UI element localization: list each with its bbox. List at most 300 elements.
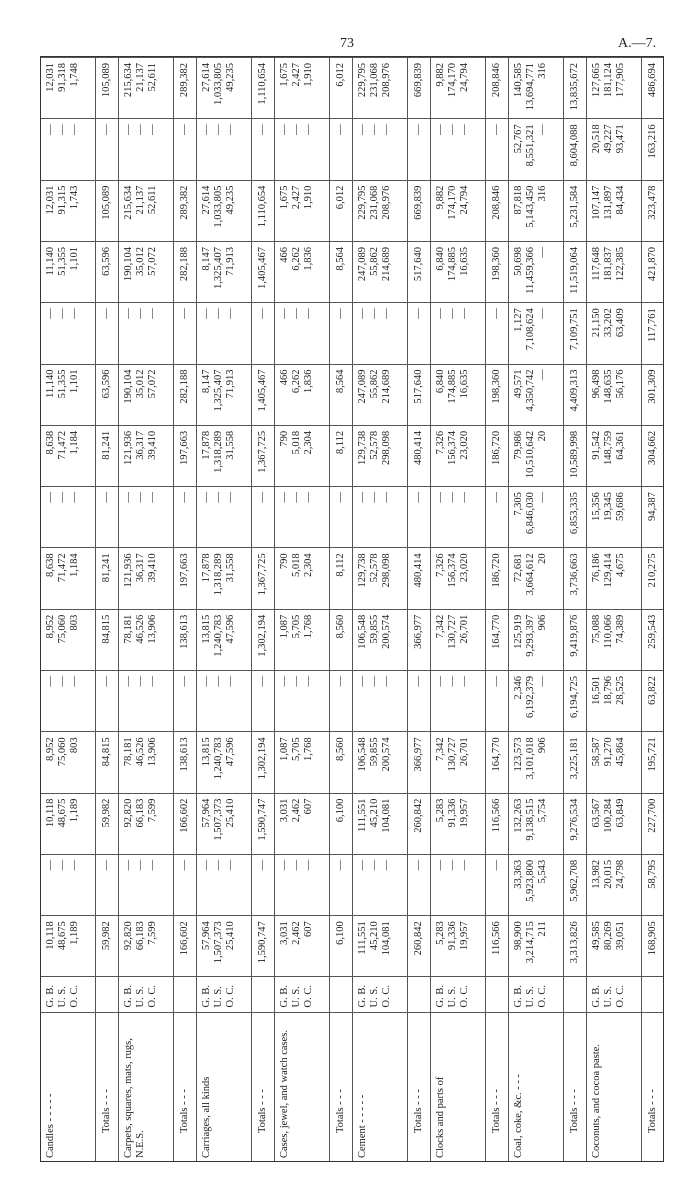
commodity-label: Clocks and parts of: [430, 1013, 485, 1162]
value: 92,820: [122, 798, 134, 828]
value-cell: [41, 58, 95, 119]
value: —: [446, 308, 458, 319]
value-cell: [41, 793, 95, 854]
value: —: [212, 124, 224, 135]
value: —: [302, 492, 314, 503]
value: 16,635: [458, 369, 470, 399]
commodity-label: Coconuts, and cocoa paste.: [586, 1013, 641, 1162]
value: —: [380, 492, 392, 503]
total-value: 517,640: [407, 364, 430, 425]
total-value: 1,590,747: [251, 916, 274, 977]
value: 46,526: [134, 614, 146, 644]
totals-label: Totals - - -: [407, 1013, 430, 1162]
value: 33,363: [512, 859, 524, 889]
value-cell: [352, 58, 407, 119]
source-label: U. S.: [290, 986, 302, 1008]
total-value: 366,977: [407, 609, 430, 670]
total-value: 117,761: [641, 303, 664, 364]
value: 607: [302, 921, 314, 937]
value: —: [134, 308, 146, 319]
value: 3,214,715: [524, 921, 536, 964]
total-value: 669,839: [407, 58, 430, 119]
value-cell: [430, 119, 485, 180]
value-cell: [586, 487, 641, 548]
value: —: [368, 124, 380, 135]
value-cell: [196, 854, 251, 915]
value: 57,964: [200, 921, 212, 951]
value-cell: [196, 548, 251, 609]
value: 5,543: [536, 859, 548, 884]
value: 33,202: [602, 308, 614, 338]
value: 803: [69, 614, 80, 631]
value: 25,410: [224, 798, 236, 828]
value-cell: [41, 119, 95, 180]
value-cell: [508, 180, 563, 241]
value-cell: [508, 303, 563, 364]
value: —: [536, 492, 548, 503]
value: 84,434: [614, 185, 626, 215]
value: 18,796: [602, 676, 614, 705]
commodity-label: Cement - - - - -: [352, 1013, 407, 1162]
source-cell: [41, 977, 95, 1013]
value: 51,355: [57, 246, 68, 276]
value: 7,599: [146, 798, 158, 823]
value: 13,982: [590, 859, 602, 889]
value: 156,374: [446, 553, 458, 588]
value: —: [458, 124, 470, 135]
value: 71,913: [224, 246, 236, 276]
total-value: 3,736,663: [563, 548, 586, 609]
value: —: [224, 492, 236, 503]
value: 11,140: [45, 246, 56, 276]
value: 49,235: [224, 185, 236, 215]
value: 1,910: [302, 185, 314, 210]
value: 63,567: [590, 798, 602, 828]
value: —: [45, 308, 56, 319]
value: —: [134, 124, 146, 135]
value: 21,150: [590, 308, 602, 338]
total-value: —: [251, 303, 274, 364]
value: 607: [302, 798, 314, 815]
total-value: 5,962,708: [563, 854, 586, 915]
total-value: —: [173, 303, 196, 364]
total-value: 282,188: [173, 241, 196, 302]
value: —: [368, 676, 380, 687]
value-cell: [41, 609, 95, 670]
value-cell: [196, 487, 251, 548]
value: 4,350,742: [524, 369, 536, 412]
value: —: [446, 676, 458, 687]
value-cell: [352, 793, 407, 854]
value-cell: [430, 58, 485, 119]
totals-label: Totals - - -: [563, 1013, 586, 1162]
value: 316: [536, 63, 548, 79]
total-value: 366,977: [407, 732, 430, 793]
value: 106,548: [356, 737, 368, 772]
value: 10,118: [45, 921, 56, 950]
total-value: —: [329, 119, 352, 180]
value: 1,240,783: [212, 737, 224, 780]
value: —: [380, 859, 392, 871]
value-cell: [41, 487, 95, 548]
value: 1,127: [512, 308, 524, 332]
value: —: [57, 859, 68, 871]
value: 91,336: [446, 921, 458, 951]
value: —: [224, 676, 236, 687]
total-value: 480,414: [407, 548, 430, 609]
value: —: [278, 124, 290, 135]
value: 78,181: [122, 614, 134, 644]
value: 208,976: [380, 185, 392, 220]
totals-row: [485, 58, 508, 1163]
source-label: G. B.: [45, 985, 56, 1008]
value: 25,410: [224, 921, 236, 951]
value: 1,033,805: [212, 63, 224, 105]
value: 75,088: [590, 614, 602, 644]
value: —: [302, 124, 314, 135]
value-cell: [118, 58, 173, 119]
value: 156,374: [446, 430, 458, 465]
totals-row: [641, 58, 664, 1163]
value: 17,878: [200, 553, 212, 583]
value-cell: [508, 487, 563, 548]
total-value: 116,566: [485, 916, 508, 977]
total-value: 323,478: [641, 180, 664, 241]
value: 49,235: [224, 63, 236, 92]
value: —: [69, 124, 80, 135]
value: —: [434, 124, 446, 135]
totals-row: [407, 58, 430, 1163]
value: 5,283: [434, 921, 446, 945]
value: 58,587: [590, 737, 602, 767]
value: —: [356, 676, 368, 687]
total-value: —: [329, 671, 352, 732]
value-cell: [274, 241, 329, 302]
value: 6,840: [434, 246, 446, 271]
table-row: [430, 58, 485, 1163]
value-cell: [508, 793, 563, 854]
value: —: [200, 859, 212, 871]
total-value: 301,309: [641, 364, 664, 425]
value-cell: [118, 916, 173, 977]
value: —: [536, 369, 548, 381]
value: 5,754: [536, 798, 548, 823]
commodity-label: Coal, coke, &c. - - -: [508, 1013, 563, 1162]
total-value: —: [329, 854, 352, 915]
value: 104,081: [380, 798, 392, 833]
value: 906: [536, 614, 548, 631]
value-cell: [118, 609, 173, 670]
value: —: [290, 492, 302, 503]
value: 27,614: [200, 185, 212, 215]
value: 1,675: [278, 63, 290, 87]
value: —: [45, 859, 56, 871]
total-value: 6,194,725: [563, 671, 586, 732]
total-value: 63,596: [95, 364, 118, 425]
value: 215,634: [122, 63, 134, 98]
value: 50,698: [512, 246, 524, 276]
value: 57,964: [200, 798, 212, 828]
total-value: —: [251, 487, 274, 548]
total-value: 8,564: [329, 364, 352, 425]
value-cell: [586, 58, 641, 119]
value-cell: [274, 671, 329, 732]
value-cell: [196, 241, 251, 302]
value: 2,346: [512, 676, 524, 700]
source-label: U. S.: [212, 986, 224, 1008]
source-label: U. S.: [446, 986, 458, 1008]
value-cell: [586, 303, 641, 364]
value: 1,675: [278, 185, 290, 210]
value-cell: [586, 180, 641, 241]
value: —: [212, 308, 224, 319]
value: 129,738: [356, 430, 368, 465]
value: —: [69, 308, 80, 319]
value: 106,548: [356, 614, 368, 649]
value: —: [134, 859, 146, 871]
value: —: [446, 859, 458, 871]
value: 229,795: [356, 185, 368, 220]
total-value: —: [173, 671, 196, 732]
value-cell: [430, 303, 485, 364]
value: 76,186: [590, 553, 602, 583]
total-value: 195,721: [641, 732, 664, 793]
total-value: 168,905: [641, 916, 664, 977]
value-cell: [274, 303, 329, 364]
value: 36,317: [134, 430, 146, 460]
value: 906: [536, 737, 548, 754]
value: 111,551: [356, 798, 368, 832]
value: 1,087: [278, 737, 290, 761]
value: 3,101,018: [524, 737, 536, 780]
value: —: [57, 124, 68, 135]
total-value: —: [485, 487, 508, 548]
value-cell: [274, 425, 329, 486]
total-value: 227,700: [641, 793, 664, 854]
value: 111,551: [356, 921, 368, 955]
value: 31,558: [224, 430, 236, 460]
value: 21,137: [134, 63, 146, 92]
total-value: —: [173, 119, 196, 180]
value-cell: [586, 793, 641, 854]
value-cell: [196, 793, 251, 854]
source-cell: [641, 977, 664, 1013]
total-value: 208,846: [485, 58, 508, 119]
value: —: [200, 124, 212, 135]
total-value: 63,596: [95, 241, 118, 302]
value: —: [134, 492, 146, 503]
value: 36,317: [134, 553, 146, 583]
value: 247,089: [356, 369, 368, 404]
value: 46,526: [134, 737, 146, 767]
value: —: [302, 859, 314, 871]
value: 123,573: [512, 737, 524, 772]
total-value: 421,870: [641, 241, 664, 302]
value: 6,262: [290, 246, 302, 271]
total-value: 81,241: [95, 425, 118, 486]
total-value: 210,275: [641, 548, 664, 609]
value: 2,304: [302, 430, 314, 455]
value-cell: [586, 119, 641, 180]
value: 75,060: [57, 737, 68, 767]
value: 72,681: [512, 553, 524, 583]
value: 121,936: [122, 430, 134, 465]
total-value: —: [485, 854, 508, 915]
value-cell: [118, 119, 173, 180]
total-value: 8,560: [329, 732, 352, 793]
value: —: [122, 124, 134, 135]
value: 190,104: [122, 369, 134, 404]
value: 1,318,289: [212, 430, 224, 473]
value: 49,227: [602, 124, 614, 154]
value: 1,325,407: [212, 246, 224, 289]
total-value: 3,225,181: [563, 732, 586, 793]
value: —: [302, 676, 314, 687]
source-cell: [251, 977, 274, 1013]
value: 47,596: [224, 737, 236, 767]
total-value: 517,640: [407, 241, 430, 302]
value: 91,336: [446, 798, 458, 828]
value: 39,410: [146, 430, 158, 460]
value: —: [302, 308, 314, 319]
value: 52,578: [368, 430, 380, 460]
total-value: 81,241: [95, 548, 118, 609]
value: —: [290, 859, 302, 871]
value: —: [536, 124, 548, 135]
total-value: —: [485, 671, 508, 732]
value: 91,315: [57, 185, 68, 215]
total-value: 164,770: [485, 732, 508, 793]
value-cell: [352, 487, 407, 548]
value-cell: [430, 916, 485, 977]
value: 20,015: [602, 859, 614, 889]
value: 16,635: [458, 246, 470, 276]
total-value: 59,982: [95, 916, 118, 977]
value: 215,634: [122, 185, 134, 220]
value: 24,794: [458, 63, 470, 92]
value: 49,571: [512, 369, 524, 399]
source-label: O. C.: [380, 985, 392, 1008]
total-value: 163,216: [641, 119, 664, 180]
value: 466: [278, 369, 290, 386]
value: 63,409: [614, 308, 626, 338]
value: 55,862: [368, 246, 380, 276]
value: 49,585: [590, 921, 602, 951]
total-value: —: [95, 303, 118, 364]
value: 28,525: [614, 676, 626, 705]
value: 71,472: [57, 553, 68, 583]
total-value: —: [173, 854, 196, 915]
value: —: [290, 124, 302, 135]
value: 96,498: [590, 369, 602, 399]
value: 125,919: [512, 614, 524, 649]
value-cell: [274, 58, 329, 119]
value: 174,885: [446, 246, 458, 282]
value-cell: [586, 609, 641, 670]
value: 229,795: [356, 63, 368, 98]
value: 121,936: [122, 553, 134, 588]
value: 15,356: [590, 492, 602, 521]
source-label: O. C.: [614, 985, 626, 1008]
total-value: —: [251, 854, 274, 915]
value: 177,905: [614, 63, 626, 98]
total-value: 8,112: [329, 548, 352, 609]
value: 1,768: [302, 737, 314, 761]
value: 1,101: [69, 369, 80, 394]
total-value: 7,109,751: [563, 303, 586, 364]
source-label: G. B.: [434, 985, 446, 1008]
value: 78,181: [122, 737, 134, 767]
value: 12,031: [45, 185, 56, 215]
value: 7,342: [434, 614, 446, 639]
total-value: 84,815: [95, 732, 118, 793]
value: —: [212, 859, 224, 871]
value-cell: [430, 241, 485, 302]
value-cell: [508, 854, 563, 915]
total-value: 1,302,194: [251, 609, 274, 670]
value-cell: [41, 671, 95, 732]
total-value: 6,853,335: [563, 487, 586, 548]
total-value: 289,382: [173, 58, 196, 119]
totals-row: [95, 58, 118, 1163]
value-cell: [196, 303, 251, 364]
value: 1,743: [69, 185, 80, 210]
value: 57,072: [146, 369, 158, 399]
total-value: 138,613: [173, 609, 196, 670]
value-cell: [586, 364, 641, 425]
total-value: 84,815: [95, 609, 118, 670]
value: —: [45, 124, 56, 135]
value: —: [536, 676, 548, 687]
value: 47,596: [224, 614, 236, 644]
value: 1,240,783: [212, 614, 224, 657]
statistics-table-frame: [40, 56, 664, 1162]
value-cell: [118, 303, 173, 364]
value: —: [200, 492, 212, 503]
value: 7,108,624: [524, 308, 536, 351]
value: —: [212, 492, 224, 503]
value-cell: [586, 425, 641, 486]
total-value: 186,720: [485, 425, 508, 486]
total-value: 282,188: [173, 364, 196, 425]
total-value: 8,560: [329, 609, 352, 670]
value: 148,635: [602, 369, 614, 404]
value-cell: [118, 425, 173, 486]
value: 130,727: [446, 614, 458, 649]
total-value: —: [407, 119, 430, 180]
value-cell: [118, 364, 173, 425]
value: 1,318,289: [212, 553, 224, 596]
total-value: 8,604,088: [563, 119, 586, 180]
commodity-label: Cases, jewel, and watch cases.: [274, 1013, 329, 1162]
value-cell: [118, 671, 173, 732]
total-value: 13,835,672: [563, 58, 586, 119]
value: 1,507,373: [212, 921, 224, 964]
value-cell: [274, 854, 329, 915]
total-value: —: [95, 119, 118, 180]
total-value: —: [407, 854, 430, 915]
value: 466: [278, 246, 290, 263]
value-cell: [508, 364, 563, 425]
total-value: —: [95, 487, 118, 548]
value: —: [278, 308, 290, 319]
value: 5,705: [290, 614, 302, 639]
total-value: —: [407, 487, 430, 548]
value: —: [45, 492, 56, 503]
value: —: [290, 676, 302, 687]
source-label: U. S.: [368, 986, 380, 1008]
source-label: U. S.: [524, 986, 536, 1008]
